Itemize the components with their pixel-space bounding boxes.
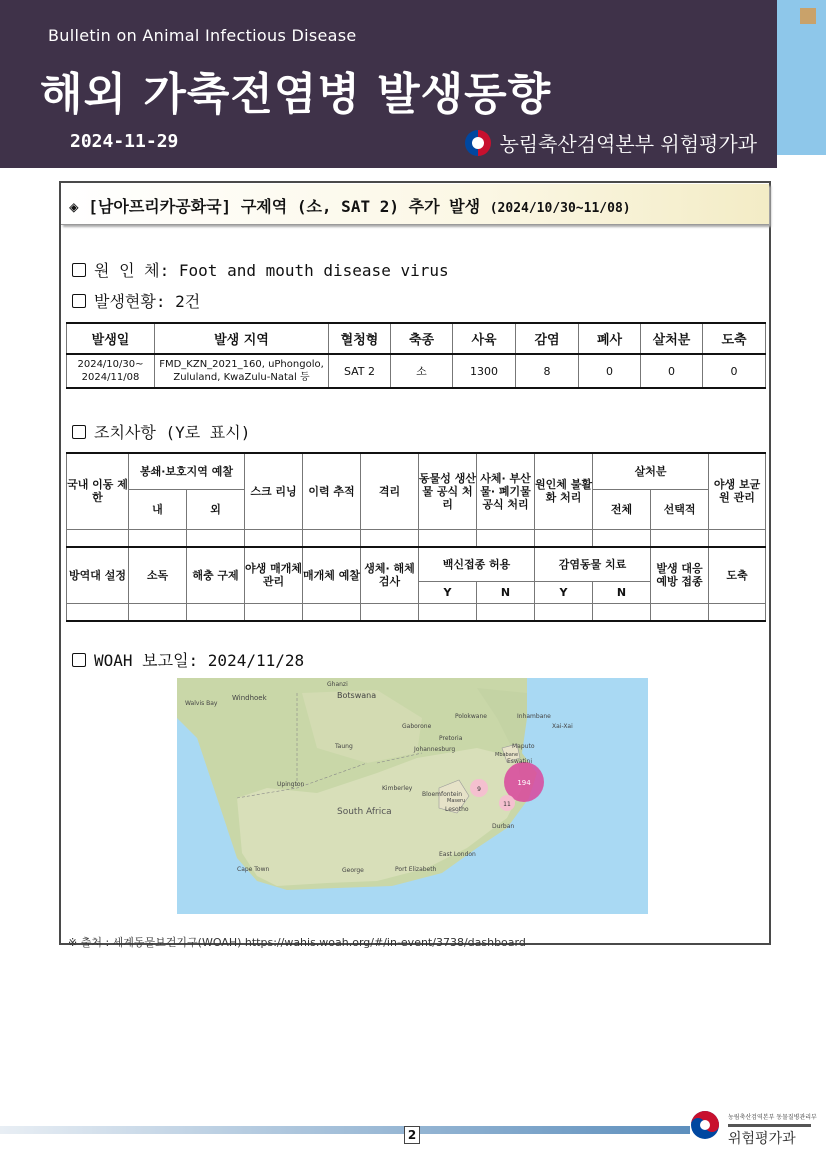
measures-value-row-1 xyxy=(67,529,766,547)
page-header xyxy=(0,0,777,168)
map-label: Walvis Bay xyxy=(185,700,218,707)
checkbox-square-icon xyxy=(72,425,86,439)
m-cull: 살처분 xyxy=(593,453,709,489)
map-label: Johannesburg xyxy=(414,746,456,753)
map-label: Inhambane xyxy=(517,713,551,720)
cell-infected: 8 xyxy=(516,354,579,388)
m-vac-y: Y xyxy=(419,581,477,603)
checkbox-square-icon xyxy=(72,263,86,277)
cell-culled: 0 xyxy=(641,354,703,388)
m-zone: 봉쇄·보호지역 예찰 xyxy=(129,453,245,489)
col-culled: 살처분 xyxy=(641,323,703,354)
cell-raised: 1300 xyxy=(453,354,516,388)
m-disinfect: 소독 xyxy=(129,547,187,603)
map-label: Kimberley xyxy=(382,785,413,792)
m-inactivation: 원인체 불활화 처리 xyxy=(535,453,593,529)
m-zoning: 방역대 설정 xyxy=(67,547,129,603)
map-label: Pretoria xyxy=(439,735,463,742)
col-raised: 사육 xyxy=(453,323,516,354)
section-woah xyxy=(72,648,304,671)
map-label: Eswatini xyxy=(507,758,532,765)
m-wild-reservoir: 야생 보균원 관리 xyxy=(709,453,766,529)
checkbox-square-icon xyxy=(72,294,86,308)
m-movement: 국내 이동 제한 xyxy=(67,453,129,529)
m-vector-surv: 매개체 예찰 xyxy=(303,547,361,603)
col-dead: 폐사 xyxy=(579,323,641,354)
section-measures xyxy=(72,420,250,443)
map-label: Port Elizabeth xyxy=(395,866,437,873)
table-row xyxy=(67,354,766,388)
m-screening: 스크 리닝 xyxy=(245,453,303,529)
table-header-row xyxy=(67,323,766,354)
org-label xyxy=(465,128,757,157)
map-label: Lesotho xyxy=(445,806,469,813)
footer-bar xyxy=(0,1126,690,1134)
m-prevent: 발생 대응 예방 접종 xyxy=(651,547,709,603)
cell-area: FMD_KZN_2021_160, uPhongolo, Zululand, KwaZulu-Natal 등 xyxy=(155,354,329,388)
m-treat-y: Y xyxy=(535,581,593,603)
footer-org: 위험평가과 xyxy=(728,1131,796,1147)
measures-text: 조치사항 (Y로 표시) xyxy=(94,423,251,442)
m-cull-all: 전체 xyxy=(593,489,651,529)
map-label: Durban xyxy=(492,823,515,830)
m-carcass: 사체· 부산물· 폐기물 공식 처리 xyxy=(477,453,535,529)
map-canvas xyxy=(177,678,648,914)
footer-rule xyxy=(728,1124,811,1127)
status-text: 발생현황: 2건 xyxy=(94,292,201,311)
cluster-label: 194 xyxy=(517,779,531,787)
col-slaughtered: 도축 xyxy=(703,323,766,354)
decorative-square xyxy=(800,8,816,24)
bulletin-subtitle: Bulletin on Animal Infectious Disease xyxy=(48,26,357,45)
map-label: Xai-Xai xyxy=(552,723,573,730)
m-products: 동물성 생산물 공식 처리 xyxy=(419,453,477,529)
m-trace: 이력 추적 xyxy=(303,453,361,529)
col-infected: 감염 xyxy=(516,323,579,354)
map-label: George xyxy=(342,867,364,874)
map-label: Taung xyxy=(335,743,353,750)
checkbox-square-icon xyxy=(72,653,86,667)
footer-org-small: 농림축산검역본부 동물질병관리부 xyxy=(728,1114,817,1121)
m-zone-in: 내 xyxy=(129,489,187,529)
map-label: Maseru xyxy=(447,798,466,804)
cell-serotype: SAT 2 xyxy=(329,354,391,388)
m-slaughter: 도축 xyxy=(709,547,766,603)
col-date: 발생일 xyxy=(67,323,155,354)
page-number: 2 xyxy=(404,1126,420,1144)
taeguk-footer-logo-icon xyxy=(690,1110,720,1140)
map-label: Botswana xyxy=(337,691,377,700)
cluster-label: 9 xyxy=(477,786,481,793)
cell-species: 소 xyxy=(391,354,453,388)
map-label: Upington xyxy=(277,781,305,788)
map-label: Maputo xyxy=(512,743,535,750)
section-status xyxy=(72,289,200,312)
banner-marker-icon: ◈ xyxy=(69,197,79,216)
map-label: Windhoek xyxy=(232,694,267,702)
taeguk-logo-icon xyxy=(465,130,491,156)
col-serotype: 혈청형 xyxy=(329,323,391,354)
m-test: 생체· 해체 검사 xyxy=(361,547,419,603)
banner-title: [남아프리카공화국] 구제역 (소, SAT 2) 추가 발생 xyxy=(88,197,481,216)
page-title: 해외 가축전염병 발생동향 xyxy=(40,69,552,120)
org-name: 농림축산검역본부 위험평가과 xyxy=(499,132,757,156)
m-wild-vector: 야생 매개체 관리 xyxy=(245,547,303,603)
section-agent xyxy=(72,258,449,281)
m-pest: 해충 구제 xyxy=(187,547,245,603)
map-label: Gaborone xyxy=(402,723,432,730)
m-vac-n: N xyxy=(477,581,535,603)
m-cull-sel: 선택적 xyxy=(651,489,709,529)
m-treat-n: N xyxy=(593,581,651,603)
measures-value-row-2 xyxy=(67,603,766,621)
measures-table xyxy=(66,452,766,622)
publish-date: 2024-11-29 xyxy=(70,131,179,152)
banner-period: (2024/10/30~11/08) xyxy=(489,201,631,216)
m-quarantine: 격리 xyxy=(361,453,419,529)
cluster-label: 11 xyxy=(503,801,511,808)
outbreak-map xyxy=(177,678,648,914)
m-vaccine: 백신접종 허용 xyxy=(419,547,535,581)
map-label: Mbabane xyxy=(495,752,519,758)
map-label: East London xyxy=(439,851,476,858)
cell-date: 2024/10/30~ 2024/11/08 xyxy=(67,354,155,388)
map-label: Ghanzi xyxy=(327,681,348,688)
col-area: 발생 지역 xyxy=(155,323,329,354)
agent-text: 원 인 체: Foot and mouth disease virus xyxy=(94,261,449,280)
outbreak-table xyxy=(66,322,766,389)
event-banner xyxy=(61,184,769,225)
col-species: 축종 xyxy=(391,323,453,354)
map-label: Bloemfontein xyxy=(422,791,463,798)
woah-text: WOAH 보고일: 2024/11/28 xyxy=(94,651,305,670)
map-label: Cape Town xyxy=(237,866,270,873)
source-note: ※ 출처 : 세계동물보건기구(WOAH) https://wahis.woah.org/#/in-event/3738/dashboard xyxy=(68,936,526,949)
map-label: South Africa xyxy=(337,807,392,817)
m-zone-out: 외 xyxy=(187,489,245,529)
cell-slaughtered: 0 xyxy=(703,354,766,388)
map-label: Polokwane xyxy=(455,713,487,720)
m-treat: 감염동물 치료 xyxy=(535,547,651,581)
cell-dead: 0 xyxy=(579,354,641,388)
